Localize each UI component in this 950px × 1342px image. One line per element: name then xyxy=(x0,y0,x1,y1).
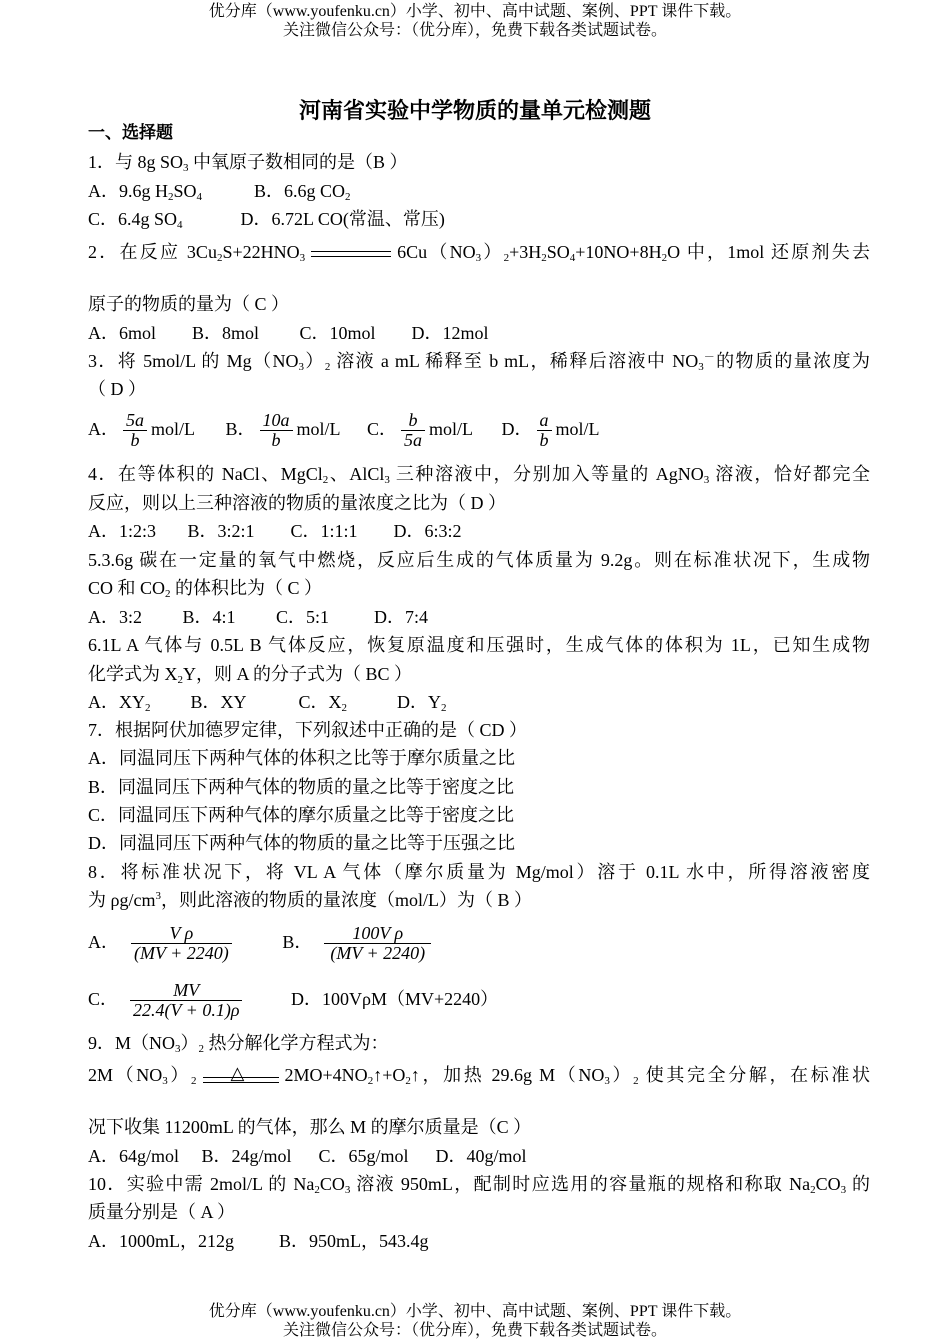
q1-option-a: A．9.6g $H_2SO_4$ xyxy=(88,181,203,203)
q6-stem: 6.1L A 气体与 0.5L B 气体反应，恢复原温度和压强时，生成气体的体积为 1L，已知生成物 xyxy=(88,635,870,655)
q8-option-b: B． $\frac{\text{100V ρ}}{(MV + 2240)}$ xyxy=(282,932,435,952)
q7-option-b: B．同温同压下两种气体的物质的量之比等于密度之比 xyxy=(88,777,515,797)
q8-options-ab xyxy=(88,918,870,966)
q4-stem-cont: 反应，则以上三种溶液的物质的量浓度之比为（ D ） xyxy=(88,493,506,513)
q9-stem-cont: 况下收集 11200mL 的气体，那么 M 的摩尔质量是（C ） xyxy=(88,1117,532,1137)
q3-stem: 3．将 5mol/L 的 $Mg(NO_3)_2$ 溶液 a mL 稀释至 b mL，稀释后溶液中 $NO_3^-$的物质的量浓度为 xyxy=(88,351,870,373)
q2-stem-cont: 原子的物质的量为（ C ） xyxy=(88,294,290,314)
page-title: 河南省实验中学物质的量单元检测题 xyxy=(298,99,651,124)
q1-option-d: D．6.72L CO(常温、常压) xyxy=(240,209,445,229)
q7-stem: 7．根据阿伏加德罗定律，下列叙述中正确的是（ CD ） xyxy=(88,720,528,740)
q1-option-b: B．6.6g $CO_2$ xyxy=(254,181,351,203)
q2-stem: 2．在反应 $3Cu_2S+22HNO_3$ $6Cu(NO_3)_2+3H_2SO_4+10NO+8H_2O$ 中，1mol 还原剂失去 xyxy=(88,242,870,264)
q6-stem-cont: 化学式为 $X_2Y$，则 A 的分子式为（ BC ） xyxy=(88,664,413,686)
q7-option-c: C．同温同压下两种气体的摩尔质量之比等于密度之比 xyxy=(88,805,515,825)
q8-options-cd xyxy=(88,975,870,1023)
q9-stem: 9．$M(NO_3)_2$ 热分解化学方程式为： xyxy=(88,1033,389,1055)
q3-stem-cont: （ D ） xyxy=(88,379,146,399)
section-heading: 一、选择题 xyxy=(88,123,173,143)
q3-option-b: B． $\frac{10a}{b}$ mol/L xyxy=(225,410,341,451)
q3-option-a: A． $\frac{5a}{b}$ mol/L xyxy=(88,410,195,451)
q5-stem-cont: CO 和 $CO_2$ 的体积比为（ C ） xyxy=(88,578,323,600)
q1-option-c: C．6.4g $SO_4$ xyxy=(88,209,183,231)
header-line-1: 优分库（www.youfenku.cn）小学、初中、高中试题、案例、PPT 课件下载。 xyxy=(208,3,742,20)
footer-line-1: 优分库（www.youfenku.cn）小学、初中、高中试题、案例、PPT 课件下载。 xyxy=(208,1303,742,1320)
q1-options-ab xyxy=(88,180,870,202)
q7-option-d: D．同温同压下两种气体的物质的量之比等于压强之比 xyxy=(88,833,515,853)
q9-equation: $2M(NO_3)_2$ △ $2MO+4NO_2↑+O_2↑$，加热 29.6g $M(NO_3)_2$ 使其完全分解，在标准状 xyxy=(88,1062,871,1087)
q8-option-a: A． $\frac{\text{V ρ}}{(MV + 2240)}$ xyxy=(88,932,236,952)
q8-stem-cont: 为 $\rho g/cm^3$，则此溶液的物质的量浓度（mol/L）为（ B ） xyxy=(88,890,532,910)
q8-option-d: D．100VρM（MV+2240） xyxy=(290,989,499,1009)
q2-options: A．6mol B．8mol C．10mol D．12mol xyxy=(88,323,489,343)
q7-option-a: A．同温同压下两种气体的体积之比等于摩尔质量之比 xyxy=(88,748,515,768)
q10-stem: 10．实验中需 2mol/L 的 $Na_2CO_3$ 溶液 950mL，配制时应选用的容量瓶的规格和称取 $Na_2CO_3$ 的 xyxy=(88,1174,871,1196)
q9-options: A．64g/mol B．24g/mol C．65g/mol D．40g/mol xyxy=(88,1146,527,1166)
q8-option-c: C． $\frac{MV}{22.4(V + 0.1)\rho}$ xyxy=(88,989,246,1009)
q1-stem: 1．与 8g $SO_3$ 中氧原子数相同的是（B ） xyxy=(88,152,408,174)
q10-options: A．1000mL，212g B．950mL，543.4g xyxy=(88,1231,429,1251)
page-footer xyxy=(0,1302,950,1340)
heat-sign-icon: △ xyxy=(203,1066,279,1088)
footer-line-2: 关注微信公众号：（优分库），免费下载各类试题试卷。 xyxy=(282,1322,667,1339)
q4-options: A．1:2:3 B．3:2:1 C．1:1:1 D．6:3:2 xyxy=(88,521,462,541)
q5-options: A．3:2 B．4:1 C．5:1 D．7:4 xyxy=(88,607,429,627)
q3-option-d: D． $\frac{a}{b}$ mol/L xyxy=(501,410,600,451)
equals-sign-icon xyxy=(311,251,391,257)
q3-options xyxy=(88,407,870,451)
q5-stem: 5.3.6g 碳在一定量的氧气中燃烧，反应后生成的气体质量为 9.2g。则在标准状况下，生成物 xyxy=(88,550,870,570)
header-line-2: 关注微信公众号：（优分库），免费下载各类试题试卷。 xyxy=(282,22,667,39)
q10-stem-cont: 质量分别是（ A ） xyxy=(88,1202,236,1222)
page-header xyxy=(0,2,950,40)
q4-stem: 4．在等体积的 NaCl、MgCl$_2$、AlCl$_3$ 三种溶液中，分别加入等量的 AgNO$_3$ 溶液，恰好都完全 xyxy=(88,464,871,486)
q3-option-c: C． $\frac{b}{5a}$ mol/L xyxy=(367,410,474,451)
q1-options-cd xyxy=(88,208,870,230)
q8-stem: 8．将标准状况下，将 VL A 气体（摩尔质量为 Mg/mol）溶于 0.1L 水中，所得溶液密度 xyxy=(88,862,870,882)
q6-options: A．$XY_2$ B．XY C．$X_2$ D．$Y_2$ xyxy=(88,692,447,714)
